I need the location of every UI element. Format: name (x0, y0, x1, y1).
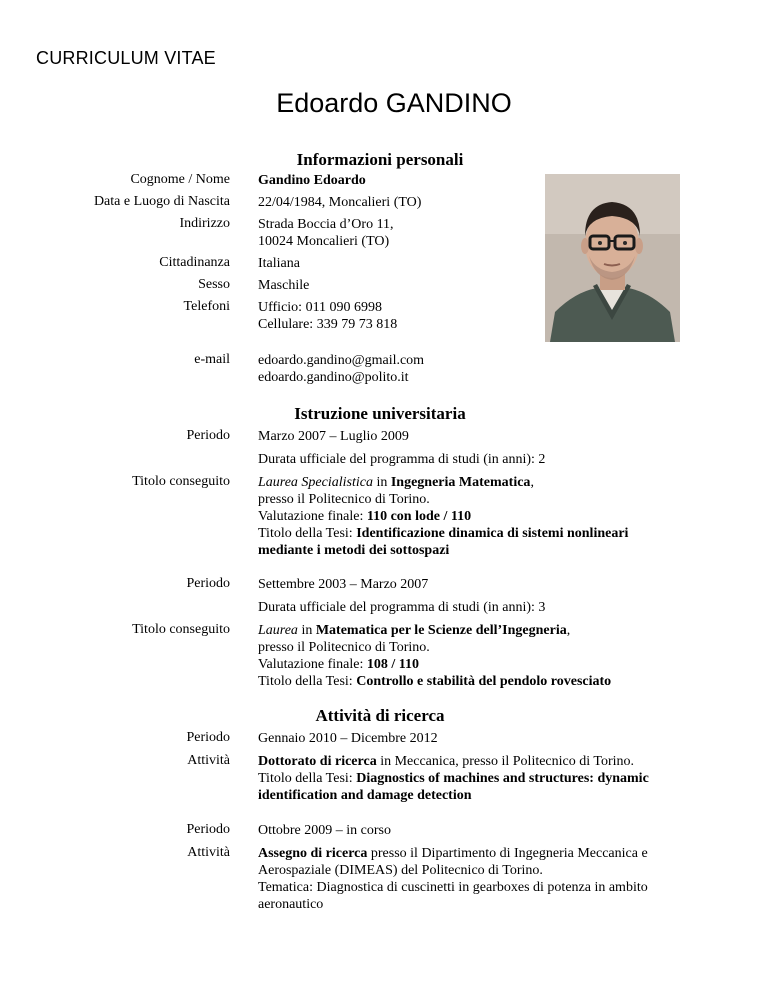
edu1-period-label: Periodo (186, 428, 230, 443)
label-birth: Data e Luogo di Nascita (93, 194, 230, 209)
address-line-2: 10024 Moncalieri (TO) (258, 234, 390, 249)
label-name: Cognome / Nome (130, 172, 230, 187)
edu1-thesis-line-2 (258, 542, 628, 559)
edu2-degree-type: Laurea (258, 623, 298, 638)
value-citizenship: Italiana (258, 256, 300, 271)
value-address (258, 216, 394, 250)
phone-office: Ufficio: 011 090 6998 (258, 300, 383, 315)
edu1-thesis-label: Titolo della Tesi: (258, 526, 357, 541)
edu2-period: Settembre 2003 – Marzo 2007 (258, 577, 429, 592)
section-title-research: Attività di ricerca (315, 706, 445, 725)
edu1-in-word: in (372, 475, 391, 490)
edu1-degree-type: Laurea Specialistica (258, 475, 373, 490)
edu2-thesis-line (258, 673, 611, 690)
edu1-duration: Durata ufficiale del programma di studi (in anni): 2 (258, 452, 546, 467)
res2-line-2: Aerospaziale (DIMEAS) del Politecnico di Torino. (258, 863, 543, 878)
value-phones (258, 299, 397, 333)
edu2-grade-line (258, 656, 611, 673)
edu2-degree-line (258, 622, 611, 639)
edu1-details (258, 474, 628, 559)
edu1-grade: 110 con lode / 110 (366, 509, 472, 524)
res1-thesis-title-2: identification and damage detection (258, 788, 472, 803)
res2-period-label: Periodo (186, 822, 230, 837)
res2-activity-line (258, 845, 648, 862)
res1-period-label: Periodo (186, 730, 230, 745)
edu1-grade-line (258, 508, 628, 525)
res2-activity-label: Attività (187, 845, 230, 860)
edu1-degree-suffix: , (530, 475, 534, 490)
edu1-institution: presso il Politecnico di Torino. (258, 492, 430, 507)
edu2-in-word: in (297, 623, 316, 638)
edu1-degree-field: Ingegneria Matematica (390, 475, 531, 490)
res1-activity-label: Attività (187, 753, 230, 768)
res1-period: Gennaio 2010 – Dicembre 2012 (258, 731, 438, 746)
res1-activity-title: Dottorato di ricerca (258, 754, 377, 769)
label-email: e-mail (194, 352, 230, 367)
address-line-1: Strada Boccia d’Oro 11, (258, 217, 394, 232)
label-sex: Sesso (198, 277, 230, 292)
edu2-duration: Durata ufficiale del programma di studi (in anni): 3 (258, 600, 546, 615)
phone-mobile: Cellulare: 339 79 73 818 (258, 317, 398, 332)
email-2: edoardo.gandino@polito.it (258, 370, 409, 385)
value-sex: Maschile (258, 278, 310, 293)
label-phones: Telefoni (183, 299, 230, 314)
res2-details (258, 845, 648, 913)
edu1-thesis-title-2: mediante i metodi dei sottospazi (258, 543, 450, 558)
edu1-thesis-title-1: Identificazione dinamica di sistemi nonlineari (356, 526, 629, 541)
value-email (258, 352, 424, 386)
edu2-grade-label: Valutazione finale: (258, 657, 367, 672)
edu2-period-label: Periodo (186, 576, 230, 591)
edu2-thesis-label: Titolo della Tesi: (258, 674, 357, 689)
cv-heading: CURRICULUM VITAE (36, 48, 216, 68)
edu2-thesis-title: Controllo e stabilità del pendolo rovesciato (356, 674, 612, 689)
res1-thesis-line-2 (258, 787, 649, 804)
value-birth: 22/04/1984, Moncalieri (TO) (258, 195, 422, 210)
label-citizenship: Cittadinanza (159, 255, 230, 270)
portrait-illustration (545, 174, 680, 342)
label-address: Indirizzo (179, 216, 230, 231)
res1-thesis-label: Titolo della Tesi: (258, 771, 357, 786)
edu2-degree-field: Matematica per le Scienze dell’Ingegneria (315, 623, 567, 638)
res2-activity-title: Assegno di ricerca (258, 846, 368, 861)
res1-thesis-line (258, 770, 649, 787)
res1-details (258, 753, 649, 804)
res2-period: Ottobre 2009 – in corso (258, 823, 391, 838)
candidate-name: Edoardo GANDINO (276, 88, 512, 118)
res1-thesis-title-1: Diagnostics of machines and structures: dynamic (356, 771, 649, 786)
edu2-degree-suffix: , (566, 623, 571, 638)
edu1-grade-label: Valutazione finale: (258, 509, 367, 524)
res2-line-4: aeronautico (258, 897, 324, 912)
value-name-text: Gandino Edoardo (258, 173, 366, 188)
section-title-personal: Informazioni personali (296, 150, 464, 169)
edu1-degree-line (258, 474, 628, 491)
edu1-period: Marzo 2007 – Luglio 2009 (258, 429, 409, 444)
edu2-details (258, 622, 611, 690)
edu2-grade: 108 / 110 (366, 657, 419, 672)
res1-activity-line (258, 753, 649, 770)
edu2-institution: presso il Politecnico di Torino. (258, 640, 430, 655)
email-1: edoardo.gandino@gmail.com (258, 353, 425, 368)
res1-activity-rest: in Meccanica, presso il Politecnico di Torino. (376, 754, 635, 769)
res2-line-3: Tematica: Diagnostica di cuscinetti in gearboxes di potenza in ambito (258, 880, 648, 895)
res2-activity-rest: presso il Dipartimento di Ingegneria Meccanica e (367, 846, 648, 861)
edu1-degree-label: Titolo conseguito (132, 474, 230, 489)
profile-photo (545, 174, 680, 342)
section-title-education: Istruzione universitaria (294, 404, 466, 423)
value-name (258, 172, 366, 189)
edu1-thesis-line (258, 525, 628, 542)
edu2-degree-label: Titolo conseguito (132, 622, 230, 637)
